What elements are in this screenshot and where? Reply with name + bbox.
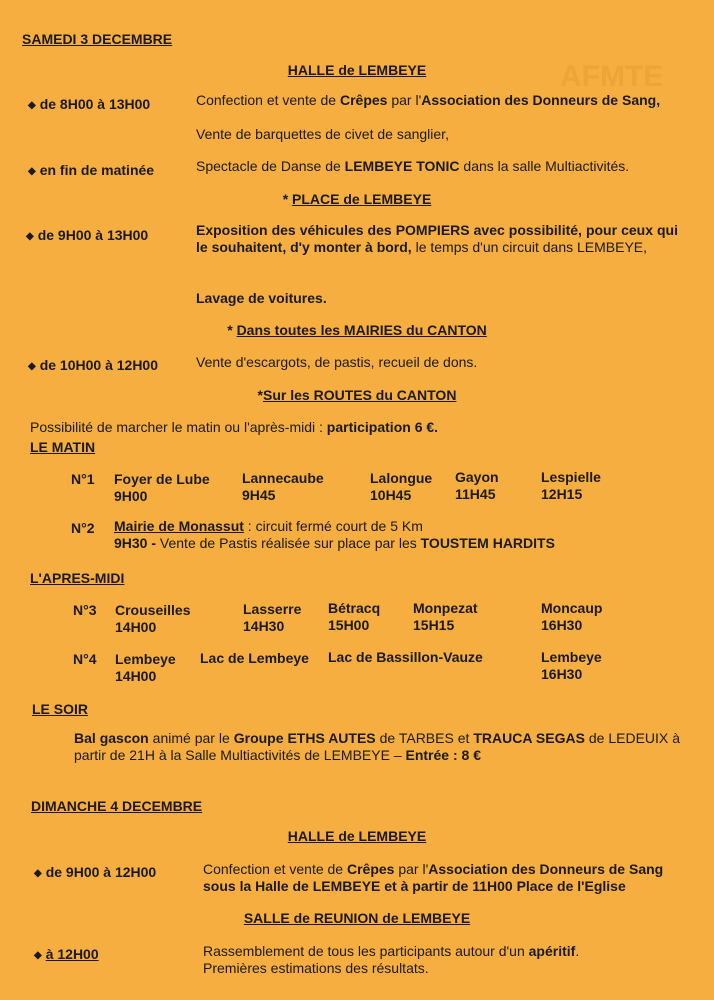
event-description: Lavage de voitures.: [196, 290, 327, 306]
route-stop: Moncaup 16H30: [541, 600, 603, 633]
route-stop: Lasserre 14H30: [243, 601, 302, 634]
halle-heading: HALLE de LEMBEYE: [287, 828, 427, 844]
route-stop: Gayon 11H45: [455, 469, 499, 502]
event-description: Confection et vente de Crêpes par l'Association des Donneurs de Sang,: [196, 92, 661, 108]
route-stop: Lannecaube 9H45: [242, 470, 324, 503]
route-stop: Lembeye 16H30: [541, 649, 602, 682]
salle-heading: SALLE de REUNION de LEMBEYE: [243, 910, 471, 926]
evening-heading: LE SOIR: [32, 701, 89, 717]
event-description: sous la Halle de LEMBEYE et à partir de 11H00 Place de l'Eglise: [203, 878, 626, 894]
route-number: N°4: [73, 651, 97, 667]
saturday-heading: SAMEDI 3 DECEMBRE: [22, 31, 173, 47]
bullet-icon: ◆: [28, 100, 36, 111]
time-slot: ◆ de 9H00 à 12H00: [34, 864, 157, 880]
time-slot: ◆ de 10H00 à 12H00: [28, 357, 159, 373]
time-slot: ◆ en fin de matinée: [28, 162, 155, 178]
event-description: Spectacle de Danse de LEMBEYE TONIC dans la salle Multiactivités.: [196, 158, 630, 174]
morning-heading: LE MATIN: [30, 439, 96, 455]
time-slot: ◆ de 8H00 à 13H00: [28, 96, 151, 112]
routes-heading: *Sur les ROUTES du CANTON: [257, 387, 457, 403]
bullet-icon: ◆: [34, 868, 42, 879]
route-stop: Lalongue 10H45: [370, 470, 433, 503]
afternoon-heading: L'APRES-MIDI: [30, 570, 125, 586]
route-description: 9H30 - Vente de Pastis réalisée sur place par les TOUSTEM HARDITS: [114, 535, 555, 551]
event-description: Confection et vente de Crêpes par l'Association des Donneurs de Sang: [203, 861, 664, 877]
route-number: N°2: [71, 520, 95, 536]
route-number: N°1: [71, 471, 95, 487]
event-description: Vente de barquettes de civet de sanglier,: [196, 126, 449, 142]
evening-description: Bal gascon animé par le Groupe ETHS AUTES de TARBES et TRAUCA SEGAS de LEDEUIX à partir de 21H à la Salle Multiactivités de LEMBEYE – Entrée : 8 €: [74, 730, 680, 763]
route-number: N°3: [73, 602, 97, 618]
event-description: Vente d'escargots, de pastis, recueil de dons.: [196, 354, 478, 370]
mairies-heading: * Dans toutes les MAIRIES du CANTON: [227, 322, 487, 338]
walk-intro: Possibilité de marcher le matin ou l'après-midi : participation 6 €.: [30, 419, 439, 435]
event-description: Premières estimations des résultats.: [203, 960, 429, 976]
route-stop: Bétracq 15H00: [328, 600, 381, 633]
faded-background-logo: AFMTE: [560, 60, 664, 93]
bullet-icon: ◆: [28, 361, 36, 372]
route-stop: Foyer de Lube 9H00: [114, 471, 210, 504]
route-stop: Lespielle 12H15: [541, 469, 601, 502]
time-slot: ◆ de 9H00 à 13H00: [26, 227, 149, 243]
route-stop: Lac de Lembeye: [200, 650, 309, 666]
route-stop: Crouseilles 14H00: [115, 602, 191, 635]
bullet-icon: ◆: [34, 950, 42, 961]
halle-heading: HALLE de LEMBEYE: [287, 62, 427, 78]
route-stop: Monpezat 15H15: [413, 600, 478, 633]
sunday-heading: DIMANCHE 4 DECEMBRE: [31, 798, 203, 814]
bullet-icon: ◆: [26, 231, 34, 242]
event-description: Rassemblement de tous les participants autour d'un apéritif.: [203, 943, 580, 959]
bullet-icon: ◆: [28, 166, 36, 177]
route-description: Mairie de Monassut : circuit fermé court de 5 Km: [114, 518, 423, 534]
time-slot: ◆ à 12H00: [34, 946, 99, 962]
route-stop: Lembeye 14H00: [115, 651, 176, 684]
route-stop: Lac de Bassillon-Vauze: [328, 649, 483, 665]
event-description: Exposition des véhicules des POMPIERS avec possibilité, pour ceux qui le souhaitent, d'y monter à bord, le temps d'un circuit dans LEMBEYE,: [196, 222, 678, 255]
place-heading: * PLACE de LEMBEYE: [282, 191, 432, 207]
